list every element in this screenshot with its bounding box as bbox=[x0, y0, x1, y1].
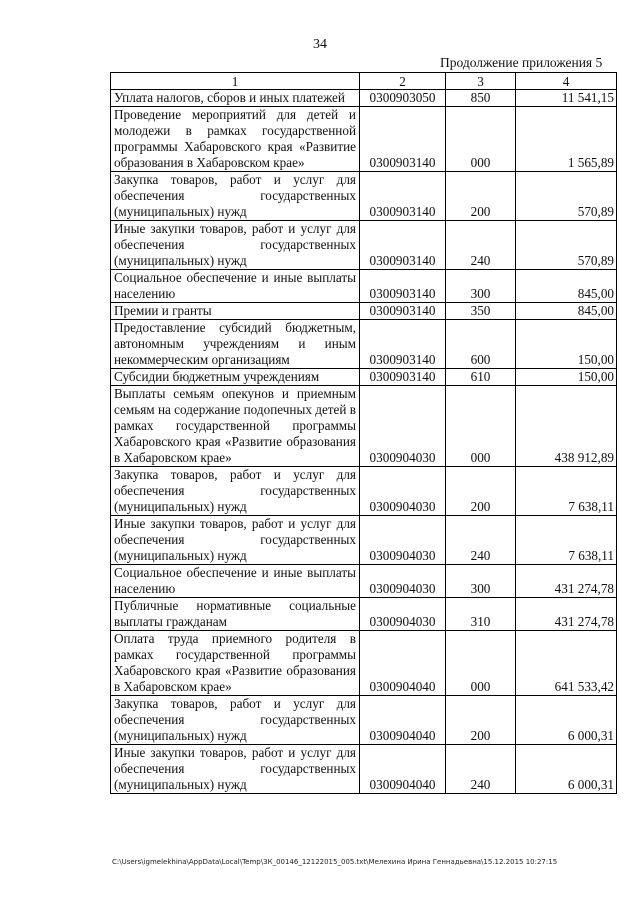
table-row bbox=[111, 467, 617, 516]
row-code: 0300903140 bbox=[360, 221, 446, 270]
row-amount: 570,89 bbox=[516, 221, 617, 270]
row-type: 850 bbox=[446, 90, 516, 107]
column-header-4: 4 bbox=[516, 73, 617, 90]
table-row bbox=[111, 270, 617, 303]
row-code: 0300904030 bbox=[360, 516, 446, 565]
row-amount: 7 638,11 bbox=[516, 516, 617, 565]
row-code: 0300903140 bbox=[360, 320, 446, 369]
table-row bbox=[111, 598, 617, 631]
row-amount: 6 000,31 bbox=[516, 745, 617, 794]
row-amount: 431 274,78 bbox=[516, 598, 617, 631]
row-amount: 150,00 bbox=[516, 369, 617, 386]
table-row bbox=[111, 303, 617, 320]
row-description: Иные закупки товаров, работ и услуг для обеспечения государственных (муниципальных) нужд bbox=[111, 745, 360, 794]
row-description: Проведение мероприятий для детей и молодежи в рамках государственной программы Хабаровского края «Развитие образования в Хабаровском крае» bbox=[111, 107, 360, 172]
row-description: Социальное обеспечение и иные выплаты населению bbox=[111, 270, 360, 303]
row-type: 200 bbox=[446, 172, 516, 221]
row-type: 610 bbox=[446, 369, 516, 386]
row-type: 240 bbox=[446, 516, 516, 565]
table-header bbox=[111, 73, 617, 90]
table-row bbox=[111, 631, 617, 696]
row-code: 0300904040 bbox=[360, 745, 446, 794]
budget-table bbox=[110, 72, 617, 794]
table-row bbox=[111, 745, 617, 794]
row-amount: 11 541,15 bbox=[516, 90, 617, 107]
row-amount: 845,00 bbox=[516, 270, 617, 303]
table-row bbox=[111, 565, 617, 598]
row-amount: 1 565,89 bbox=[516, 107, 617, 172]
table-row bbox=[111, 369, 617, 386]
continuation-note: Продолжение приложения 5 bbox=[440, 55, 603, 70]
row-code: 0300904030 bbox=[360, 598, 446, 631]
row-code: 0300904030 bbox=[360, 565, 446, 598]
row-type: 600 bbox=[446, 320, 516, 369]
row-code: 0300903140 bbox=[360, 369, 446, 386]
row-amount: 845,00 bbox=[516, 303, 617, 320]
row-code: 0300904030 bbox=[360, 467, 446, 516]
table-row bbox=[111, 90, 617, 107]
row-type: 000 bbox=[446, 631, 516, 696]
row-code: 0300904040 bbox=[360, 631, 446, 696]
row-description: Иные закупки товаров, работ и услуг для обеспечения государственных (муниципальных) нужд bbox=[111, 516, 360, 565]
table-row bbox=[111, 320, 617, 369]
row-type: 240 bbox=[446, 745, 516, 794]
row-description: Предоставление субсидий бюджетным, автономным учреждениям и иным некоммерческим организациям bbox=[111, 320, 360, 369]
column-header-3: 3 bbox=[446, 73, 516, 90]
row-description: Премии и гранты bbox=[111, 303, 360, 320]
row-description: Оплата труда приемного родителя в рамках государственной программы Хабаровского края «Развитие образования в Хабаровском крае» bbox=[111, 631, 360, 696]
table-row bbox=[111, 386, 617, 467]
row-description: Уплата налогов, сборов и иных платежей bbox=[111, 90, 360, 107]
row-code: 0300903140 bbox=[360, 303, 446, 320]
column-header-1: 1 bbox=[111, 73, 360, 90]
page-number: 34 bbox=[313, 37, 327, 52]
row-code: 0300903140 bbox=[360, 172, 446, 221]
row-type: 240 bbox=[446, 221, 516, 270]
row-code: 0300903050 bbox=[360, 90, 446, 107]
row-code: 0300904030 bbox=[360, 386, 446, 467]
row-amount: 641 533,42 bbox=[516, 631, 617, 696]
row-code: 0300903140 bbox=[360, 270, 446, 303]
table-row bbox=[111, 107, 617, 172]
row-type: 000 bbox=[446, 107, 516, 172]
table-body bbox=[111, 90, 617, 794]
table-row bbox=[111, 221, 617, 270]
row-type: 000 bbox=[446, 386, 516, 467]
row-amount: 431 274,78 bbox=[516, 565, 617, 598]
row-type: 300 bbox=[446, 270, 516, 303]
row-type: 310 bbox=[446, 598, 516, 631]
row-type: 300 bbox=[446, 565, 516, 598]
table-row bbox=[111, 172, 617, 221]
file-path-footer: C:\Users\igmelekhina\AppData\Local\Temp\ЗК_00146_12122015_005.txt\Мелехина Ирина Геннадьевна\15.12.2015 10:27:15 bbox=[112, 858, 558, 866]
row-description: Субсидии бюджетным учреждениям bbox=[111, 369, 360, 386]
row-type: 350 bbox=[446, 303, 516, 320]
row-amount: 7 638,11 bbox=[516, 467, 617, 516]
header-row bbox=[111, 73, 617, 90]
row-amount: 570,89 bbox=[516, 172, 617, 221]
row-type: 200 bbox=[446, 696, 516, 745]
column-header-2: 2 bbox=[360, 73, 446, 90]
row-description: Закупка товаров, работ и услуг для обеспечения государственных (муниципальных) нужд bbox=[111, 172, 360, 221]
table-row bbox=[111, 696, 617, 745]
row-description: Закупка товаров, работ и услуг для обеспечения государственных (муниципальных) нужд bbox=[111, 467, 360, 516]
row-description: Закупка товаров, работ и услуг для обеспечения государственных (муниципальных) нужд bbox=[111, 696, 360, 745]
table-row bbox=[111, 516, 617, 565]
row-amount: 150,00 bbox=[516, 320, 617, 369]
row-amount: 6 000,31 bbox=[516, 696, 617, 745]
row-type: 200 bbox=[446, 467, 516, 516]
row-description: Социальное обеспечение и иные выплаты населению bbox=[111, 565, 360, 598]
row-description: Публичные нормативные социальные выплаты гражданам bbox=[111, 598, 360, 631]
row-amount: 438 912,89 bbox=[516, 386, 617, 467]
row-description: Выплаты семьям опекунов и приемным семьям на содержание подопечных детей в рамках государственной программы Хабаровского края «Развитие образования в Хабаровском крае» bbox=[111, 386, 360, 467]
row-code: 0300904040 bbox=[360, 696, 446, 745]
row-description: Иные закупки товаров, работ и услуг для обеспечения государственных (муниципальных) нужд bbox=[111, 221, 360, 270]
row-code: 0300903140 bbox=[360, 107, 446, 172]
